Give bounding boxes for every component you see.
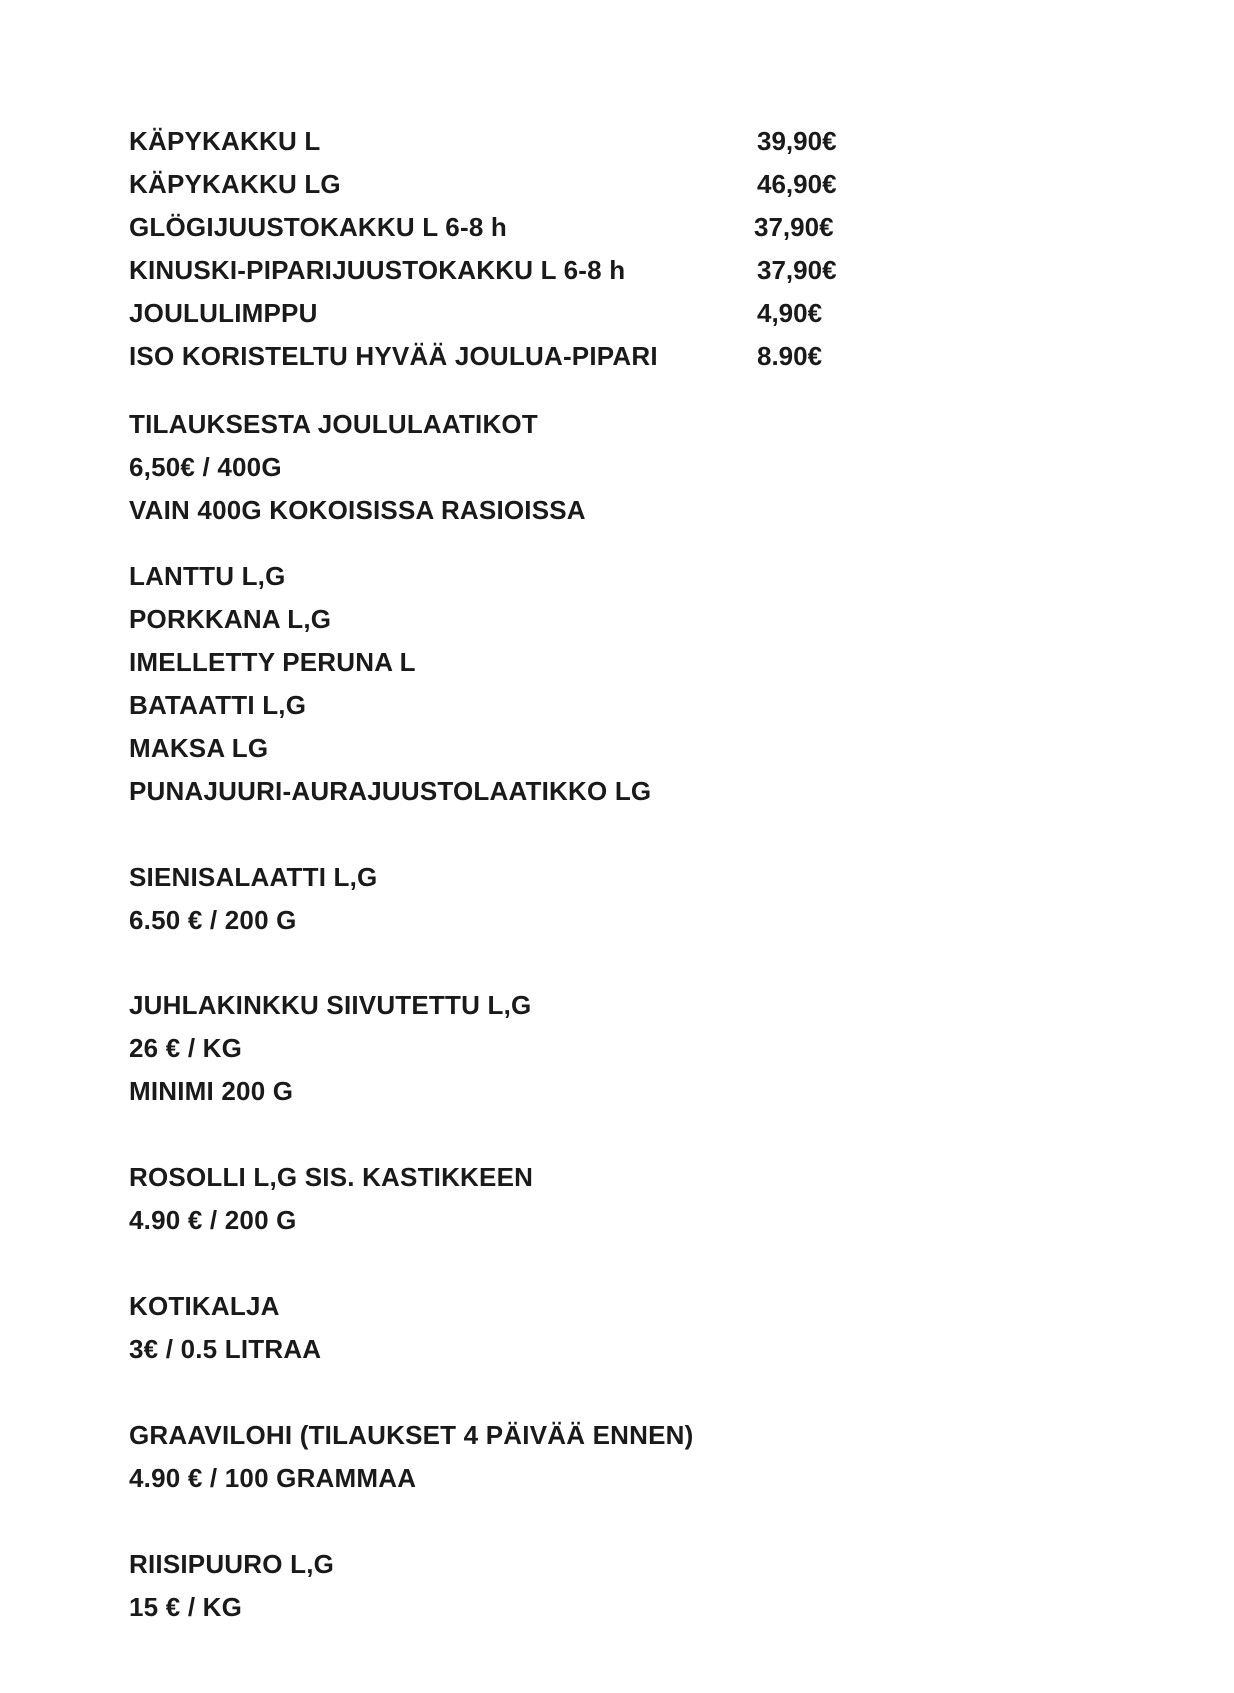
laatikot-price: 6,50€ / 400G: [129, 452, 282, 482]
item-name: KÄPYKAKKU L: [129, 126, 321, 156]
item-name: KÄPYKAKKU LG: [129, 169, 341, 199]
rosolli-price: 4.90 € / 200 G: [129, 1205, 297, 1235]
laatikko-item: PUNAJUURI-AURAJUUSTOLAATIKKO LG: [129, 776, 652, 806]
laatikko-item: IMELLETTY PERUNA L: [129, 647, 416, 677]
laatikko-item: PORKKANA L,G: [129, 604, 332, 634]
item-name: ISO KORISTELTU HYVÄÄ JOULUA-PIPARI: [129, 341, 658, 371]
item-price: 37,90€: [754, 212, 834, 242]
item-name: GLÖGIJUUSTOKAKKU L 6-8 h: [129, 212, 507, 242]
laatikko-item: MAKSA LG: [129, 733, 269, 763]
item-price: 8.90€: [757, 341, 823, 371]
laatikko-item: BATAATTI L,G: [129, 690, 307, 720]
sienisalaatti-price: 6.50 € / 200 G: [129, 905, 297, 935]
juhlakinkku-price: 26 € / KG: [129, 1033, 243, 1063]
sienisalaatti-name: SIENISALAATTI L,G: [129, 862, 378, 892]
item-price: 39,90€: [757, 126, 837, 156]
item-price: 4,90€: [757, 298, 823, 328]
rosolli-name: ROSOLLI L,G SIS. KASTIKKEEN: [129, 1162, 534, 1192]
item-name: JOULULIMPPU: [129, 298, 318, 328]
kotikalja-price: 3€ / 0.5 LITRAA: [129, 1334, 322, 1364]
item-price: 37,90€: [757, 255, 837, 285]
riisipuuro-name: RIISIPUURO L,G: [129, 1549, 335, 1579]
kotikalja-name: KOTIKALJA: [129, 1291, 280, 1321]
graavilohi-price: 4.90 € / 100 GRAMMAA: [129, 1463, 417, 1493]
laatikko-item: LANTTU L,G: [129, 561, 286, 591]
item-name: KINUSKI-PIPARIJUUSTOKAKKU L 6-8 h: [129, 255, 626, 285]
laatikot-title: TILAUKSESTA JOULULAATIKOT: [129, 409, 538, 439]
riisipuuro-price: 15 € / KG: [129, 1592, 243, 1622]
laatikot-note: VAIN 400G KOKOISISSA RASIOISSA: [129, 495, 586, 525]
item-price: 46,90€: [757, 169, 837, 199]
juhlakinkku-name: JUHLAKINKKU SIIVUTETTU L,G: [129, 990, 532, 1020]
juhlakinkku-note: MINIMI 200 G: [129, 1076, 294, 1106]
graavilohi-name: GRAAVILOHI (TILAUKSET 4 PÄIVÄÄ ENNEN): [129, 1420, 694, 1450]
